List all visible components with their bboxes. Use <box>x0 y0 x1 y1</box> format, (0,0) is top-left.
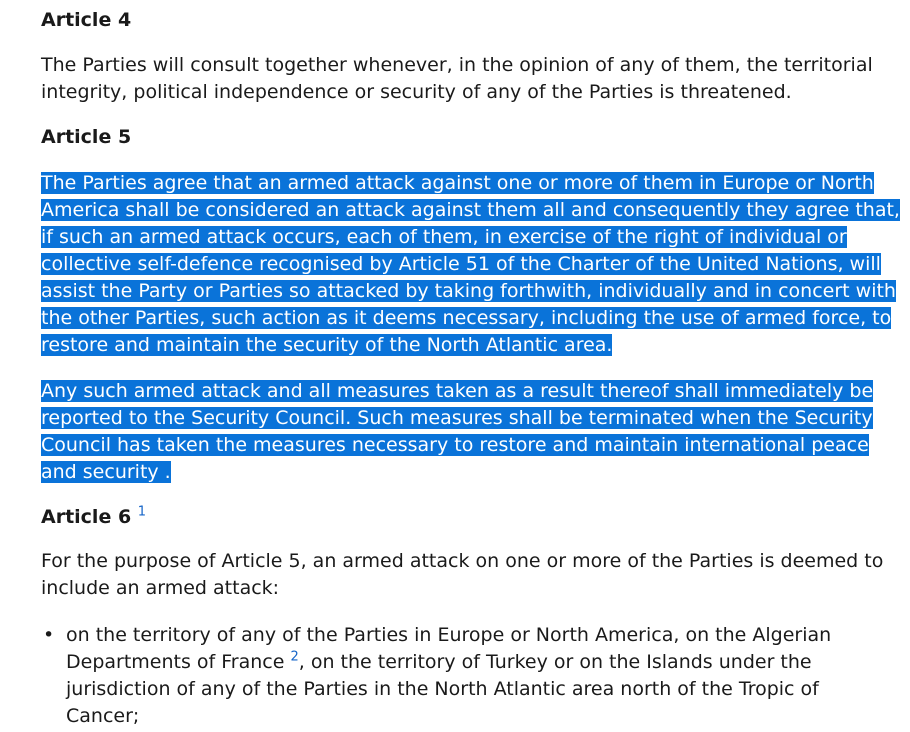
selected-text-line[interactable]: if such an armed attack occurs, each of them, in exercise of the right of individual or <box>41 226 847 248</box>
article-6-heading <box>41 504 146 531</box>
article-5-heading: Article 5 <box>41 126 132 148</box>
text-line: jurisdiction of any of the Parties in the North Atlantic area north of the Tropic of <box>66 678 819 700</box>
article-6-list <box>41 622 831 730</box>
selected-text-line[interactable]: reported to the Security Council. Such measures shall be terminated when the Security <box>41 407 873 429</box>
article-4-heading: Article 4 <box>41 9 132 31</box>
article-6-heading-text: Article 6 <box>41 506 132 528</box>
bullet-icon: • <box>43 624 55 646</box>
text-line: include an armed attack: <box>41 577 280 599</box>
selected-text-line[interactable]: the other Parties, such action as it deems necessary, including the use of armed force, to <box>41 307 892 329</box>
selected-text-line[interactable]: and security . <box>41 461 171 483</box>
selected-text-line[interactable]: restore and maintain the security of the North Atlantic area. <box>41 334 613 356</box>
article-5-paragraph-2[interactable] <box>41 378 873 486</box>
footnote-1-link[interactable]: 1 <box>137 504 147 520</box>
article-5-paragraph-1[interactable] <box>41 170 900 359</box>
article-4-text <box>41 52 873 106</box>
text-line: The Parties will consult together whenever, in the opinion of any of them, the territorial <box>41 54 873 76</box>
text-line: Cancer; <box>66 705 140 727</box>
selected-text-line[interactable]: assist the Party or Parties so attacked by taking forthwith, individually and in concert with <box>41 280 896 302</box>
selected-text-line[interactable]: America shall be considered an attack against them all and consequently they agree that, <box>41 199 900 221</box>
selected-text-line[interactable]: Council has taken the measures necessary to restore and maintain international peace <box>41 434 869 456</box>
list-item <box>41 622 831 730</box>
selected-text-line[interactable]: collective self-defence recognised by Article 51 of the Charter of the United Nations, will <box>41 253 881 275</box>
text-segment: , on the territory of Turkey or on the Islands under the <box>298 651 812 673</box>
text-line: on the territory of any of the Parties in Europe or North America, on the Algerian <box>66 624 832 646</box>
selected-text-line[interactable]: The Parties agree that an armed attack against one or more of them in Europe or North <box>41 172 874 194</box>
selected-text-line[interactable]: Any such armed attack and all measures taken as a result thereof shall immediately be <box>41 380 874 402</box>
footnote-2-link[interactable]: 2 <box>290 649 299 665</box>
text-line: For the purpose of Article 5, an armed attack on one or more of the Parties is deemed to <box>41 550 884 572</box>
text-line <box>66 649 831 676</box>
article-6-intro <box>41 548 883 602</box>
text-line: integrity, political independence or security of any of the Parties is threatened. <box>41 81 792 103</box>
text-segment: Departments of France <box>66 651 291 673</box>
